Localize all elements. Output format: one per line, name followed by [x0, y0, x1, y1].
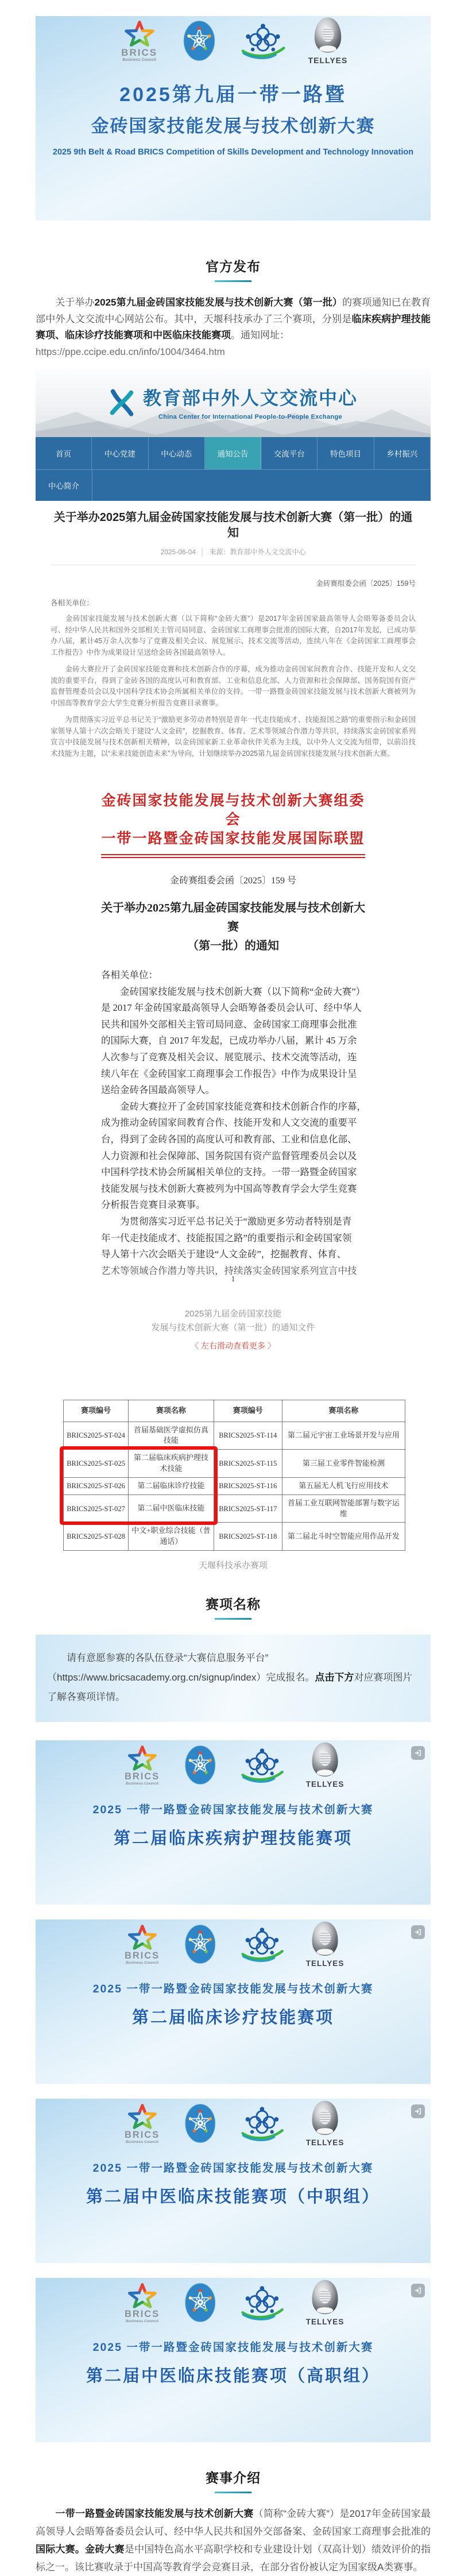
section-title: 赛事介绍 [206, 2470, 261, 2486]
table-cell: 第二届临床疾病护理技术技能 [129, 1450, 214, 1478]
table-cell: 第三届工业零件智能检测 [282, 1450, 405, 1478]
interlocking-rings-icon [238, 23, 288, 59]
intro-paragraph: 关于举办2025第九届金砖国家技能发展与技术创新大赛（第一批）的赛项通知已在教育部中外人文交流中心网站公布。其中，天堰科技承办了三个赛项，分别是临床疾病护理技能赛项、临床诊疗技能赛项和中医临床技能赛项。通知网址： https://ppe.ccipe.edu.cn/info/1004/3464.htm [36, 297, 431, 357]
ccipe-name-en: China Center for International People-to-People Exchange [158, 414, 342, 420]
table-cell: 第二届临床诊疗技能 [129, 1477, 214, 1494]
section-underline [215, 2492, 251, 2493]
text-line: 人次参与了竞赛及相关会议、展览展示、技术交流等活动，连 [101, 1051, 357, 1063]
tellyes-egg-icon [308, 2099, 342, 2136]
badge-star-gear-icon [181, 20, 218, 62]
ccipe-site-header [36, 367, 431, 437]
ccipe-name-cn: 教育部中外人文交流中心 [142, 388, 358, 408]
brics-business-council-logo [122, 1924, 162, 1965]
event-cards [36, 1740, 431, 2442]
table-cell: BRICS2025-ST-025 [64, 1450, 129, 1478]
brics-wordmark: BRICS [121, 47, 158, 58]
section-header-event-intro [36, 2467, 431, 2493]
brics-sub-wordmark: Business Council [126, 1781, 159, 1786]
brics-sub-wordmark: Business Council [122, 57, 156, 62]
ccipe-nav-item: 首页 [36, 437, 92, 469]
table-cell: 第二届元宇宙工业场景开发与应用 [282, 1422, 405, 1450]
signup-info-box: 请有意愿参赛的各队伍登录“大赛信息服务平台” （https://www.bricsacademy.org.cn/signup/index）完成报名。点击下方对应赛项图片了解各赛项详情。 [36, 1635, 431, 1722]
tellyes-wordmark: TELLYES [305, 2317, 344, 2326]
brics-wordmark: BRICS [125, 1950, 160, 1961]
knot-emblem-logo [238, 2285, 285, 2320]
event-logos-row [36, 16, 431, 65]
table-cell: BRICS2025-ST-026 [64, 1477, 129, 1494]
table-row [64, 1450, 405, 1478]
badge-star-gear-icon [182, 2103, 218, 2144]
event-logos-row [41, 2099, 424, 2146]
table-row [64, 1523, 405, 1551]
knot-emblem-logo [238, 1927, 285, 1961]
badge-star-gear-icon [182, 1924, 218, 1965]
swipe-hint: 〈 左右滑动查看更多 〉 [191, 1341, 276, 1350]
knot-emblem-logo [238, 1748, 285, 1782]
text-line: 续八年在《金砖国家工商理事会工作报告》中作为成果设计呈 [101, 1068, 357, 1079]
tellyes-wordmark: TELLYES [305, 1959, 344, 1968]
tellyes-logo [306, 2278, 344, 2326]
table-header-cell: 赛项名称 [282, 1400, 405, 1422]
text-line: 是 2017 年金砖国家最高领导人会晤筹备委员会认可、经中华人 [101, 1002, 362, 1014]
text-line: 人力资源和社会保障部、国务院国有资产监督管理委员会以及 [101, 1150, 357, 1161]
scan-page-number: 1 [231, 1275, 235, 1284]
scan-salutation: 各相关单位： [101, 970, 158, 980]
article-source: 来源：教育部中外人文交流中心 [209, 548, 306, 556]
knot-emblem-logo [238, 23, 288, 59]
text-line: 台，得到了金砖各国的高度认可和教育部、工业和信息化部、 [101, 1133, 357, 1145]
section-title: 官方发布 [206, 259, 261, 274]
event-logos-row [41, 1920, 424, 1967]
card-event-title: 第二届临床诊疗技能赛项 [131, 2009, 334, 2027]
competition-badge-logo [182, 2282, 218, 2323]
event-logos-row [41, 2278, 424, 2326]
ccipe-article [36, 501, 431, 770]
card-competition-line: 2025 一带一路暨金砖国家技能发展与技术创新大赛 [92, 1983, 374, 1996]
brics-wordmark: BRICS [125, 2308, 160, 2319]
table-cell: 首届基础医学虚拟仿真技能 [129, 1422, 214, 1450]
badge-star-gear-icon [182, 1744, 218, 1786]
ccipe-logo-text [143, 384, 358, 420]
letterhead-org-line2: 一带一路暨金砖国家技能发展国际联盟 [101, 831, 365, 847]
brics-star-icon [122, 2282, 162, 2309]
brics-business-council-logo [122, 2103, 162, 2144]
table-cell: BRICS2025-ST-115 [214, 1450, 282, 1478]
ccipe-nav-item: 特色项目 [318, 437, 374, 469]
brics-business-council-logo [122, 2282, 162, 2323]
card-competition-line: 2025 一带一路暨金砖国家技能发展与技术创新大赛 [92, 2341, 374, 2354]
brics-sub-wordmark: Business Council [126, 2319, 159, 2323]
text-line: 送给金砖各国最高领导人。 [101, 1084, 215, 1096]
table-caption: 天堰科技承办赛项 [198, 1561, 268, 1571]
knot-emblem-logo [238, 2106, 285, 2141]
text-line: 导人第十六次会晤关于建设“人文金砖”，挖掘教育、体育、 [101, 1249, 347, 1260]
hero-title-line2: 金砖国家技能发展与技术创新大赛 [91, 116, 375, 136]
table-header-cell: 赛项编号 [214, 1400, 282, 1422]
scan-title: 关于举办2025第九届金砖国家技能发展与技术创新大赛 （第一批）的通知 [101, 902, 365, 952]
section-underline [215, 1618, 251, 1620]
competition-badge-logo [182, 1744, 218, 1786]
tellyes-logo [306, 1741, 344, 1788]
brics-sub-wordmark: Business Council [126, 2139, 159, 2144]
table-cell: BRICS2025-ST-114 [214, 1422, 282, 1450]
section-header-official [36, 256, 431, 282]
card-clinical-diagnosis[interactable] [36, 1920, 431, 2084]
ccipe-nav-item: 中心党建 [92, 437, 148, 469]
tellyes-logo [306, 2099, 344, 2146]
article-date: 2025-06-04 [160, 548, 196, 556]
article-body [36, 16, 431, 2576]
card-clinical-nursing[interactable] [36, 1740, 431, 1905]
table-cell: 首届工业互联网智能部署与数字运维 [282, 1494, 405, 1523]
gallery-caption: 2025第九届金砖国家技能 发展与技术创新大赛（第一批）的通知文件 [151, 1308, 315, 1333]
brics-sub-wordmark: Business Council [126, 1960, 159, 1965]
letterhead-double-rule [101, 854, 365, 858]
tellyes-egg-icon [308, 1920, 342, 1957]
brics-star-icon [122, 1924, 162, 1951]
section-title: 赛项名称 [206, 1597, 261, 1612]
events-table-screenshot [63, 1400, 405, 1551]
competition-badge-logo [181, 20, 218, 62]
outro-paragraph: 一带一路暨金砖国家技能发展与技术创新大赛（简称“金砖大赛”）是2017年金砖国家最高领导人会晤筹备委员会认可、经中华人民共和国外交部备案、金砖国家工商理事会批准的国际大赛。金砖大赛是中国特色高水平高职学校和专业建设计划（双高计划）绩效评价的指标之一。该比赛收录于中国高等教育学会竞赛目录，在部分省份被认定为国家级A类赛事。 [36, 2508, 431, 2573]
card-competition-line: 2025 一带一路暨金砖国家技能发展与技术创新大赛 [92, 1803, 374, 1817]
text-line: 技能发展与技术创新大赛被列为中国高等教育学会大学生竞赛 [101, 1183, 357, 1194]
interlocking-rings-icon [238, 1748, 285, 1782]
text-line: 为贯彻落实习近平总书记关于“激励更多劳动者特别是青年一代走技能成才、技能报国之路”的重要指示和金砖国家领导人第十六次会晤关于建设“人文金砖”，挖掘教育、体育、艺术等领域合作潜力等共识，持续落实金砖国家系列宣言中技能发展与技术创新相关精神，以金砖国家新工业革命伙伴关系为主线，以中外人文交流为纽带，以前沿技术技能为主题，以“未来技能创造未来”为导向，计划继续举办2025第九届金砖国家技能发展与技术创新大赛。 [51, 716, 416, 758]
card-competition-line: 2025 一带一路暨金砖国家技能发展与技术创新大赛 [92, 2162, 374, 2175]
brics-star-icon [122, 1744, 162, 1771]
text-line: 民共和国外交部相关主管司局同意、金砖国家工商理事会批准 [101, 1018, 357, 1030]
ccipe-nav-row1 [36, 437, 431, 469]
ccipe-nav-item: 通知公告 [205, 437, 261, 469]
table-cell: 第五届无人机飞行应用技术 [282, 1477, 405, 1494]
competition-badge-logo [182, 1924, 218, 1965]
ccipe-nav-item: 乡村振兴 [374, 437, 431, 469]
table-cell: 中文+职业综合技能（普通话） [129, 1523, 214, 1551]
ccipe-article-title: 关于举办2025第九届金砖国家技能发展与技术创新大赛（第一批）的通知 [53, 511, 413, 539]
document-number: 金砖赛组委会函〔2025〕159号 [316, 580, 416, 588]
text-line: 成为推动金砖国家间教育合作、技能开发和人文交流的重要平 [101, 1117, 357, 1129]
text-line: 金砖大赛拉开了金砖国家技能竞赛和技术创新合作的序幕， [101, 1100, 366, 1112]
tellyes-egg-icon [308, 1741, 342, 1778]
tellyes-logo [306, 1920, 344, 1967]
hero-title-line1: 2025第九届一带一路暨 [119, 84, 347, 106]
table-cell: BRICS2025-ST-116 [214, 1477, 282, 1494]
text-line: 金砖国家技能发展与技术创新大赛（以下简称“金砖大赛”）是2017年金砖国家最高领导人会晤筹备委员会认可、经中华人民共和国外交部相关主管司局同意、金砖国家工商理事会批准的国际大赛，自2017年发起，已成功举办八届，累计45万余人次参与了竞赛及相关会议、展览展示、技术交流等活动，连续八年在《金砖国家工商理事会工作报告》中作为成果设计呈送给金砖各国最高领导人。 [51, 615, 416, 656]
table-cell: 第二届北斗时空智能应用作品开发 [282, 1523, 405, 1551]
text-line: 为贯彻落实习近平总书记关于“激励更多劳动者特别是青 [101, 1215, 352, 1227]
text-line: 金砖大赛拉开了金砖国家技能竞赛和技术创新合作的序幕，成为推动金砖国家间教育合作、技能开发和人文交流的重要平台，得到了金砖各国的高度认可和教育部、工业和信息化部、人力资源和社会保障部、国务院国有资产监督管理委员会以及中国科学技术协会所属相关单位的支持。一带一路暨金砖国家技能发展与技术创新大赛被列为中国高等教育学会大学生竞赛分析报告竞赛目录赛事。 [51, 665, 416, 707]
salutation: 各相关单位： [51, 599, 94, 607]
ccipe-nav-item: 交流平台 [261, 437, 318, 469]
tellyes-egg-icon [308, 2278, 342, 2315]
brics-star-icon [119, 20, 160, 47]
hero-banner [36, 16, 431, 221]
badge-star-gear-icon [182, 2282, 218, 2323]
interlocking-rings-icon [238, 1927, 285, 1961]
interlocking-rings-icon [238, 2106, 285, 2141]
ccipe-nav-item: 中心动态 [149, 437, 205, 469]
brics-business-council-logo [119, 20, 160, 62]
events-table [63, 1400, 405, 1551]
ccipe-nav-bar [36, 437, 431, 501]
ccipe-paragraphs [51, 613, 416, 759]
competition-badge-logo [182, 2103, 218, 2144]
event-logos-row [41, 1741, 424, 1788]
scan-document-number: 金砖赛组委会函〔2025〕159 号 [169, 876, 296, 886]
table-cell: BRICS2025-ST-024 [64, 1422, 129, 1450]
section-header-event-names [36, 1594, 431, 1620]
tellyes-wordmark: TELLYES [308, 56, 348, 65]
text-line: 艺术等领域合作潜力等共识，持续落实金砖国家系列宣言中技 [101, 1265, 357, 1276]
text-line: 的国际大赛，自 2017 年发起，已成功举办八届，累计 45 万余 [101, 1035, 357, 1046]
table-header-cell: 赛项编号 [64, 1400, 129, 1422]
brics-wordmark: BRICS [125, 1771, 160, 1782]
table-cell: BRICS2025-ST-028 [64, 1523, 129, 1551]
table-row [64, 1422, 405, 1450]
ccipe-article-meta [51, 547, 416, 557]
brics-star-icon [122, 2103, 162, 2130]
section-underline [215, 280, 251, 282]
table-row [64, 1477, 405, 1494]
tellyes-logo [308, 16, 348, 65]
brics-business-council-logo [122, 1744, 162, 1786]
table-cell: BRICS2025-ST-117 [214, 1494, 282, 1523]
text-line: 中国科学技术协会所属相关单位的支持。一带一路暨金砖国家 [101, 1167, 357, 1178]
ccipe-website-screenshot [36, 367, 431, 770]
hero-subtitle-en: 2025 9th Belt & Road BRICS Competition of Skills Development and Technology Innovation [52, 148, 414, 157]
scan-body-text [101, 984, 366, 1276]
table-cell: 第二届中医临床技能 [129, 1494, 214, 1523]
interlocking-rings-icon [238, 2285, 285, 2320]
card-tcm-vocational[interactable] [36, 2278, 431, 2442]
card-event-title: 第二届中医临床技能赛项（高职组） [86, 2367, 380, 2386]
card-event-title: 第二届临床疾病护理技能赛项 [113, 1829, 353, 1848]
brics-wordmark: BRICS [125, 2129, 160, 2140]
text-line: 金砖国家技能发展与技术创新大赛（以下简称“金砖大赛”） [101, 986, 366, 997]
letterhead-org-line1: 金砖国家技能发展与技术创新大赛组委会 [101, 793, 365, 828]
card-tcm-secondary[interactable] [36, 2099, 431, 2263]
tellyes-wordmark: TELLYES [305, 1779, 344, 1789]
text-line: 分析报告竞赛目录赛事。 [101, 1199, 206, 1211]
ccipe-nav-row2 [36, 469, 431, 501]
scanned-notice-image[interactable] [36, 770, 431, 1292]
table-row [64, 1494, 405, 1523]
ccipe-nav-item: 中心简介 [36, 470, 92, 501]
table-cell: BRICS2025-ST-027 [64, 1494, 129, 1523]
meta-divider: │ [200, 548, 205, 556]
table-cell: BRICS2025-ST-118 [214, 1523, 282, 1551]
tellyes-wordmark: TELLYES [305, 2138, 344, 2147]
table-header-cell: 赛项名称 [129, 1400, 214, 1422]
card-event-title: 第二届中医临床技能赛项（中职组） [86, 2188, 380, 2207]
tellyes-egg-icon [310, 16, 346, 54]
text-line: 年一代走技能成才、技能报国之路”的重要指示和金砖国家领 [101, 1232, 352, 1243]
